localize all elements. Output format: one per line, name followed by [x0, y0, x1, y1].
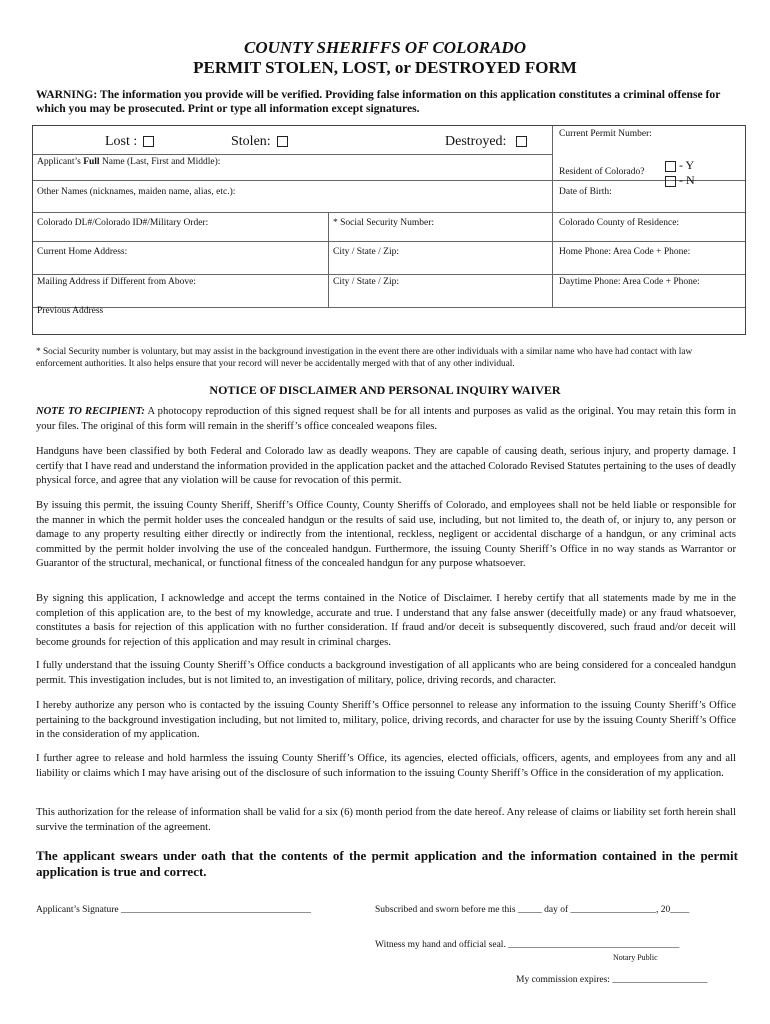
lost-label: Lost :	[105, 134, 138, 149]
recipient-label: NOTE TO RECIPIENT:	[36, 406, 145, 417]
home-address-field[interactable]: Current Home Address:	[37, 247, 128, 257]
county-field[interactable]: Colorado County of Residence:	[559, 218, 680, 228]
paragraph-background: I fully understand that the issuing County Sheriff’s Office conducts a background investigation of all applicants who are being considered for a concealed handgun permit. This investigation includes, but is not limited to, an investigation of military, police, driving records, and character.	[36, 660, 736, 686]
destroyed-option[interactable]	[445, 134, 527, 150]
form-title: PERMIT STOLEN, LOST, or DESTROYED FORM	[193, 58, 577, 77]
home-phone-field[interactable]: Home Phone: Area Code + Phone:	[559, 247, 691, 257]
paragraph-authorize: I hereby authorize any person who is contacted by the issuing County Sheriff’s Office personnel to release any information to the issuing County Sheriff’s Office pertaining to the background investigation including, but not limited to, military, police, driving records, and character for use by the issuing County Sheriff’s Office in the consideration of my application.	[36, 700, 736, 740]
paragraph-release: I further agree to release and hold harmless the issuing County Sheriff’s Office, its agencies, elected officials, officers, agents, and employees from any and all liability or claims which I may have arising out of the disclosure of such information to the issuing County Sheriff’s Office in the consideration of my application.	[36, 753, 736, 779]
resident-no-label: - N	[679, 173, 695, 187]
name-bold: Full	[83, 157, 100, 167]
subscribed-line[interactable]: Subscribed and sworn before me this _____ day of __________________, 20____	[375, 905, 690, 915]
witness-line[interactable]: Witness my hand and official seal. ____________________________________	[375, 940, 680, 950]
resident-no-option[interactable]	[665, 173, 695, 188]
applicant-name-field[interactable]	[37, 157, 220, 167]
resident-label: Resident of Colorado?	[559, 167, 645, 177]
permit-form	[32, 125, 746, 335]
org-title: COUNTY SHERIFFS OF COLORADO	[244, 38, 526, 57]
lost-checkbox[interactable]	[143, 136, 154, 147]
lost-option[interactable]	[105, 134, 154, 150]
paragraph-validity: This authorization for the release of information shall be valid for a six (6) month period from the date hereof. Any release of claims or liability set forth herein shall survive the termination of the agreement.	[36, 807, 736, 833]
current-permit-number-field[interactable]: Current Permit Number:	[559, 129, 652, 139]
commission-expires-line[interactable]: My commission expires: ____________________	[516, 975, 708, 985]
dl-field[interactable]: Colorado DL#/Colorado ID#/Military Order:	[37, 218, 209, 228]
resident-yes-checkbox[interactable]	[665, 161, 676, 172]
paragraph-acknowledge: By signing this application, I acknowledge and accept the terms contained in the Notice of Disclaimer. I hereby certify that all statements made by me in the completion of this application are, to the best of my knowledge, accurate and true. I understand that any false answer (deceitfully made) or any fraud whatsoever, constitutes a basis for rejection of this application with no further consideration. If fraud and/or deceit is subsequently discovered, such fraud and/or deceit will become grounds for rejection of this application and may result in criminal charges.	[36, 593, 736, 648]
stolen-label: Stolen:	[231, 134, 271, 149]
recipient-text: A photocopy reproduction of this signed request shall be for all intents and purposes as valid as the original. You may retain this form in your files. The original of this form will remain in the sheriff’s office concealed weapons files.	[36, 406, 736, 432]
applicant-signature-line[interactable]: Applicant’s Signature ________________________________________	[36, 905, 311, 915]
notary-public-label: Notary Public	[613, 953, 658, 962]
previous-address-field[interactable]: Previous Address	[37, 306, 104, 316]
paragraph-handguns: Handguns have been classified by both Federal and Colorado law as deadly weapons. They are capable of causing death, serious injury, and property damage. I certify that I have read and understand the information provided in the application packet and the attached Colorado Revised Statutes pertaining to the uses of deadly physical force, and agree that any violation will be cause for revocation of this permit.	[36, 446, 736, 486]
ssn-note: * Social Security number is voluntary, but may assist in the background investigation in the event there are other individuals with a similar name who have had contact with law enforcement authorities. It also helps ensure that your record will never be accidentally merged with that of any other individual.	[36, 347, 693, 369]
resident-no-checkbox[interactable]	[665, 176, 676, 187]
city-state-zip-field-1[interactable]: City / State / Zip:	[333, 247, 399, 257]
resident-yes-option[interactable]	[665, 158, 694, 173]
destroyed-label: Destroyed:	[445, 134, 507, 149]
note-to-recipient	[36, 405, 736, 434]
ssn-field[interactable]: * Social Security Number:	[333, 218, 435, 228]
mailing-address-field[interactable]: Mailing Address if Different from Above:	[37, 277, 196, 287]
notice-title: NOTICE OF DISCLAIMER AND PERSONAL INQUIRY WAIVER	[209, 383, 561, 397]
stolen-checkbox[interactable]	[277, 136, 288, 147]
city-state-zip-field-2[interactable]: City / State / Zip:	[333, 277, 399, 287]
warning-text: WARNING: The information you provide will be verified. Providing false information on this application constitutes a criminal offense for which you may be prosecuted. Print or type all information except signatures.	[36, 88, 721, 115]
dob-field[interactable]: Date of Birth:	[559, 187, 612, 197]
other-names-field[interactable]: Other Names (nicknames, maiden name, alias, etc.):	[37, 187, 236, 197]
daytime-phone-field[interactable]: Daytime Phone: Area Code + Phone:	[559, 277, 700, 287]
name-suffix: Name (Last, First and Middle):	[99, 157, 221, 167]
oath-statement: The applicant swears under oath that the contents of the permit application and the information contained in the permit application is true and correct.	[36, 848, 738, 879]
name-prefix: Applicant’s	[37, 157, 84, 167]
resident-yes-label: - Y	[679, 158, 695, 172]
destroyed-checkbox[interactable]	[516, 136, 527, 147]
paragraph-liability: By issuing this permit, the issuing County Sheriff, Sheriff’s Office County, County Sheriffs of Colorado, and employees shall not be held liable or responsible for the manner in which the permit holder uses the concealed handgun or the results of said use, including, but not limited to, the death of, or injury to, any person or damage to any property resulting either directly or indirectly from the intentional, reckless, negligent or accidental discharge of a handgun, or any criminal acts committed by the permit holder involving the use of the concealed handgun. Furthermore, the issuing County Sheriff’s Office in no way stands as Warrantor or Guarantor of the structural, mechanical, or functional fitness of the concealed handgun for any purpose whatsoever.	[36, 500, 736, 569]
stolen-option[interactable]	[231, 134, 288, 150]
